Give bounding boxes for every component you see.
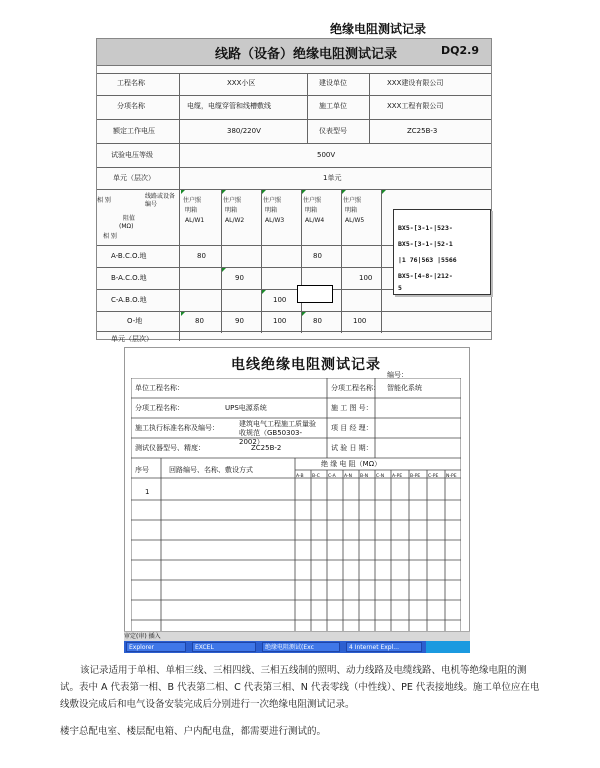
cell-comment-marker xyxy=(262,290,266,294)
row-o-v1[interactable]: 80 xyxy=(195,317,204,325)
col4-line2: 明箱 xyxy=(305,207,318,214)
note-paragraph: 楼宇总配电室、楼层配电箱、户内配电盘，都需要进行测试的。 xyxy=(60,726,327,737)
rated-voltage-value[interactable]: 380/220V xyxy=(227,127,261,135)
form2-table-lines xyxy=(131,378,461,632)
cell-comment-marker xyxy=(302,312,306,316)
resistance-subheader: N-PE xyxy=(446,474,457,479)
system-tray[interactable] xyxy=(426,641,470,653)
grid-line xyxy=(97,73,491,74)
taskbar-item-explorer[interactable]: Explorer xyxy=(126,642,186,652)
col4-line1: 住户照 xyxy=(303,197,322,204)
popup-line: BX5-[4-8-|212- xyxy=(398,272,453,280)
grid-line xyxy=(341,189,342,333)
grid-line xyxy=(369,73,370,143)
grid-line xyxy=(97,119,491,120)
cell-comment-marker xyxy=(382,190,386,194)
grid-line xyxy=(381,189,382,333)
first-row-number[interactable]: 1 xyxy=(145,488,150,496)
row-b-v5[interactable]: 100 xyxy=(359,274,373,282)
popup-line: BX5-[3-1-|52-1 xyxy=(398,240,453,248)
row-a-v4[interactable]: 80 xyxy=(313,252,322,260)
form2-number-label: 编号： xyxy=(387,371,408,379)
contractor-label: 施工单位 xyxy=(319,102,347,110)
location-label: 单元（层次） xyxy=(113,174,155,182)
drawing-no-label: 施 工 图 号： xyxy=(331,404,373,412)
popup-line: 5 xyxy=(398,284,402,292)
resistance-subheader: C-N xyxy=(376,474,385,479)
instrument-label: 测试仪器型号、精度： xyxy=(135,444,205,452)
corner-line-label: 线路或设备编号 xyxy=(145,193,176,208)
col5-line1: 住户照 xyxy=(343,197,362,204)
standard-value[interactable]: 建筑电气工程施工质量验收规范（GB50303-2002） xyxy=(239,420,316,446)
taskbar-item-word[interactable]: 绝缘电阻测试(Exc xyxy=(262,642,340,652)
cell-comment-marker xyxy=(181,312,185,316)
serial-no-header: 序号 xyxy=(135,466,149,474)
row-o-v4[interactable]: 80 xyxy=(313,317,322,325)
corner-resistance-label: 阻值 xyxy=(123,215,136,222)
row-a-v1[interactable]: 80 xyxy=(197,252,206,260)
row-o-v2[interactable]: 90 xyxy=(235,317,244,325)
unit-project-label: 单位工程名称： xyxy=(135,384,184,392)
cell-comment-popup[interactable] xyxy=(393,209,491,295)
corner-unit-label: (MΩ) xyxy=(119,223,134,230)
corner-phase-label: 相 别 xyxy=(97,197,111,204)
cell-comment-marker xyxy=(302,190,306,194)
circuit-header: 回路编号、名称、敷设方式 xyxy=(169,466,253,474)
row-b-v2[interactable]: 90 xyxy=(235,274,244,282)
row-o-v5[interactable]: 100 xyxy=(353,317,367,325)
col2-line2: 明箱 xyxy=(225,207,238,214)
project-manager-label: 项 目 经 理： xyxy=(331,424,373,432)
resistance-subheader: A-N xyxy=(344,474,352,479)
cell-comment-marker xyxy=(222,190,226,194)
grid-line xyxy=(97,311,491,312)
grid-line xyxy=(307,73,308,143)
form1-title: 线路（设备）绝缘电阻测试记录 xyxy=(215,47,398,62)
form2-title: 电线绝缘电阻测试记录 xyxy=(231,357,381,373)
contractor-value[interactable]: XXX工程有限公司 xyxy=(387,102,444,110)
popup-line: BX5-[3-1-|523- xyxy=(398,224,453,232)
builder-label: 建设单位 xyxy=(319,79,347,87)
cell-comment-marker xyxy=(222,268,226,272)
corner-phase-sub-label: 相 别 xyxy=(103,233,117,240)
row-o-v3[interactable]: 100 xyxy=(273,317,287,325)
standard-label: 施工执行标准名称及编号： xyxy=(135,424,219,432)
resistance-subheader: B-PE xyxy=(410,474,421,479)
grid-line xyxy=(97,143,491,144)
document-title: 绝缘电阻测试记录 xyxy=(330,22,427,36)
resistance-subheader: C-A xyxy=(328,474,336,479)
resistance-subheader: B-C xyxy=(312,474,320,479)
subitem-label: 分项名称 xyxy=(117,102,145,110)
col3-line3: AL/W3 xyxy=(265,217,285,224)
row-c-v3[interactable]: 100 xyxy=(273,296,287,304)
row-b-label: B-A.C.O.地 xyxy=(111,274,147,282)
resistance-subheader: B-N xyxy=(360,474,369,479)
cell-comment-marker xyxy=(181,190,185,194)
resistance-header: 绝 缘 电 阻（MΩ） xyxy=(321,460,382,468)
col2-line1: 住户照 xyxy=(223,197,242,204)
col4-line3: AL/W4 xyxy=(305,217,325,224)
row-a-label: A-B.C.O.地 xyxy=(111,252,147,260)
project-name-value[interactable]: XXX小区 xyxy=(227,79,256,87)
windows-taskbar xyxy=(124,641,470,653)
test-voltage-label: 试验电压等级 xyxy=(111,151,153,159)
grid-line xyxy=(97,189,491,190)
subitem-project-value[interactable]: 智能化系统 xyxy=(387,384,422,392)
col3-line2: 明箱 xyxy=(265,207,278,214)
row-c-label: C-A.B.O.地 xyxy=(111,296,147,304)
description-paragraph: 该记录适用于单相、单相三线、三相四线、三相五线制的照明、动力线路及电缆线路、电机等绝缘电阻的测试。表中 A 代表第一相、B 代表第二相、C 代表第三相、N 代表零线（中性线）、PE 代表接地线。施工单位应在电线敷设完成后和电气设备安装完成后分别进行一次绝缘电阻测试记录。 xyxy=(60,665,540,710)
form1-code: DQ2.9 xyxy=(441,44,479,57)
form1-header xyxy=(97,39,491,66)
status-bar-text: 审定(审) 插入 xyxy=(124,633,161,640)
popup-line: |1 76|563 |5566 xyxy=(398,256,457,264)
test-date-label: 试 验 日 期： xyxy=(331,444,373,452)
resistance-subheader: A-PE xyxy=(392,474,403,479)
meter-model-value[interactable]: ZC25B-3 xyxy=(407,127,438,135)
taskbar-item-ie[interactable]: 4 Internet Expl... xyxy=(346,642,422,652)
grid-line xyxy=(179,189,180,341)
taskbar-item-excel[interactable]: EXCEL xyxy=(192,642,256,652)
cell-comment-marker xyxy=(262,190,266,194)
grid-line xyxy=(97,167,491,168)
col3-line1: 住户照 xyxy=(263,197,282,204)
grid-line xyxy=(97,95,491,96)
meter-model-label: 仪表型号 xyxy=(319,127,347,135)
col1-line3: AL/W1 xyxy=(185,217,205,224)
rated-voltage-label: 额定工作电压 xyxy=(113,127,155,135)
grid-line xyxy=(261,189,262,333)
footer-label: 单元（层次） xyxy=(111,335,153,343)
subitem-name-value[interactable]: UPS电源系统 xyxy=(225,404,267,412)
col5-line2: 明箱 xyxy=(345,207,358,214)
insulation-test-form-2 xyxy=(124,347,470,645)
subitem-name-label: 分项工程名称： xyxy=(135,404,184,412)
location-value[interactable]: 1单元 xyxy=(323,174,342,182)
grid-line xyxy=(97,331,491,332)
grid-line xyxy=(221,189,222,333)
resistance-subheader: C-PE xyxy=(428,474,439,479)
grid-line xyxy=(179,73,180,189)
selected-cell[interactable] xyxy=(297,285,333,303)
insulation-test-form-1 xyxy=(96,38,492,343)
instrument-value[interactable]: ZC25B-2 xyxy=(251,444,282,452)
col2-line3: AL/W2 xyxy=(225,217,245,224)
test-voltage-value[interactable]: 500V xyxy=(317,151,336,159)
status-bar xyxy=(124,631,470,641)
resistance-subheader: A-B xyxy=(296,474,304,479)
col5-line3: AL/W5 xyxy=(345,217,365,224)
builder-value[interactable]: XXX建设有限公司 xyxy=(387,79,444,87)
subitem-value[interactable]: 电缆，电缆穿管和线槽敷线 xyxy=(187,102,271,110)
row-o-label: O-地 xyxy=(127,317,143,325)
col1-line2: 明箱 xyxy=(185,207,198,214)
col1-line1: 住户照 xyxy=(183,197,202,204)
subitem-project-label: 分项工程名称： xyxy=(331,384,380,392)
project-name-label: 工程名称 xyxy=(117,79,145,87)
cell-comment-marker xyxy=(342,190,346,194)
